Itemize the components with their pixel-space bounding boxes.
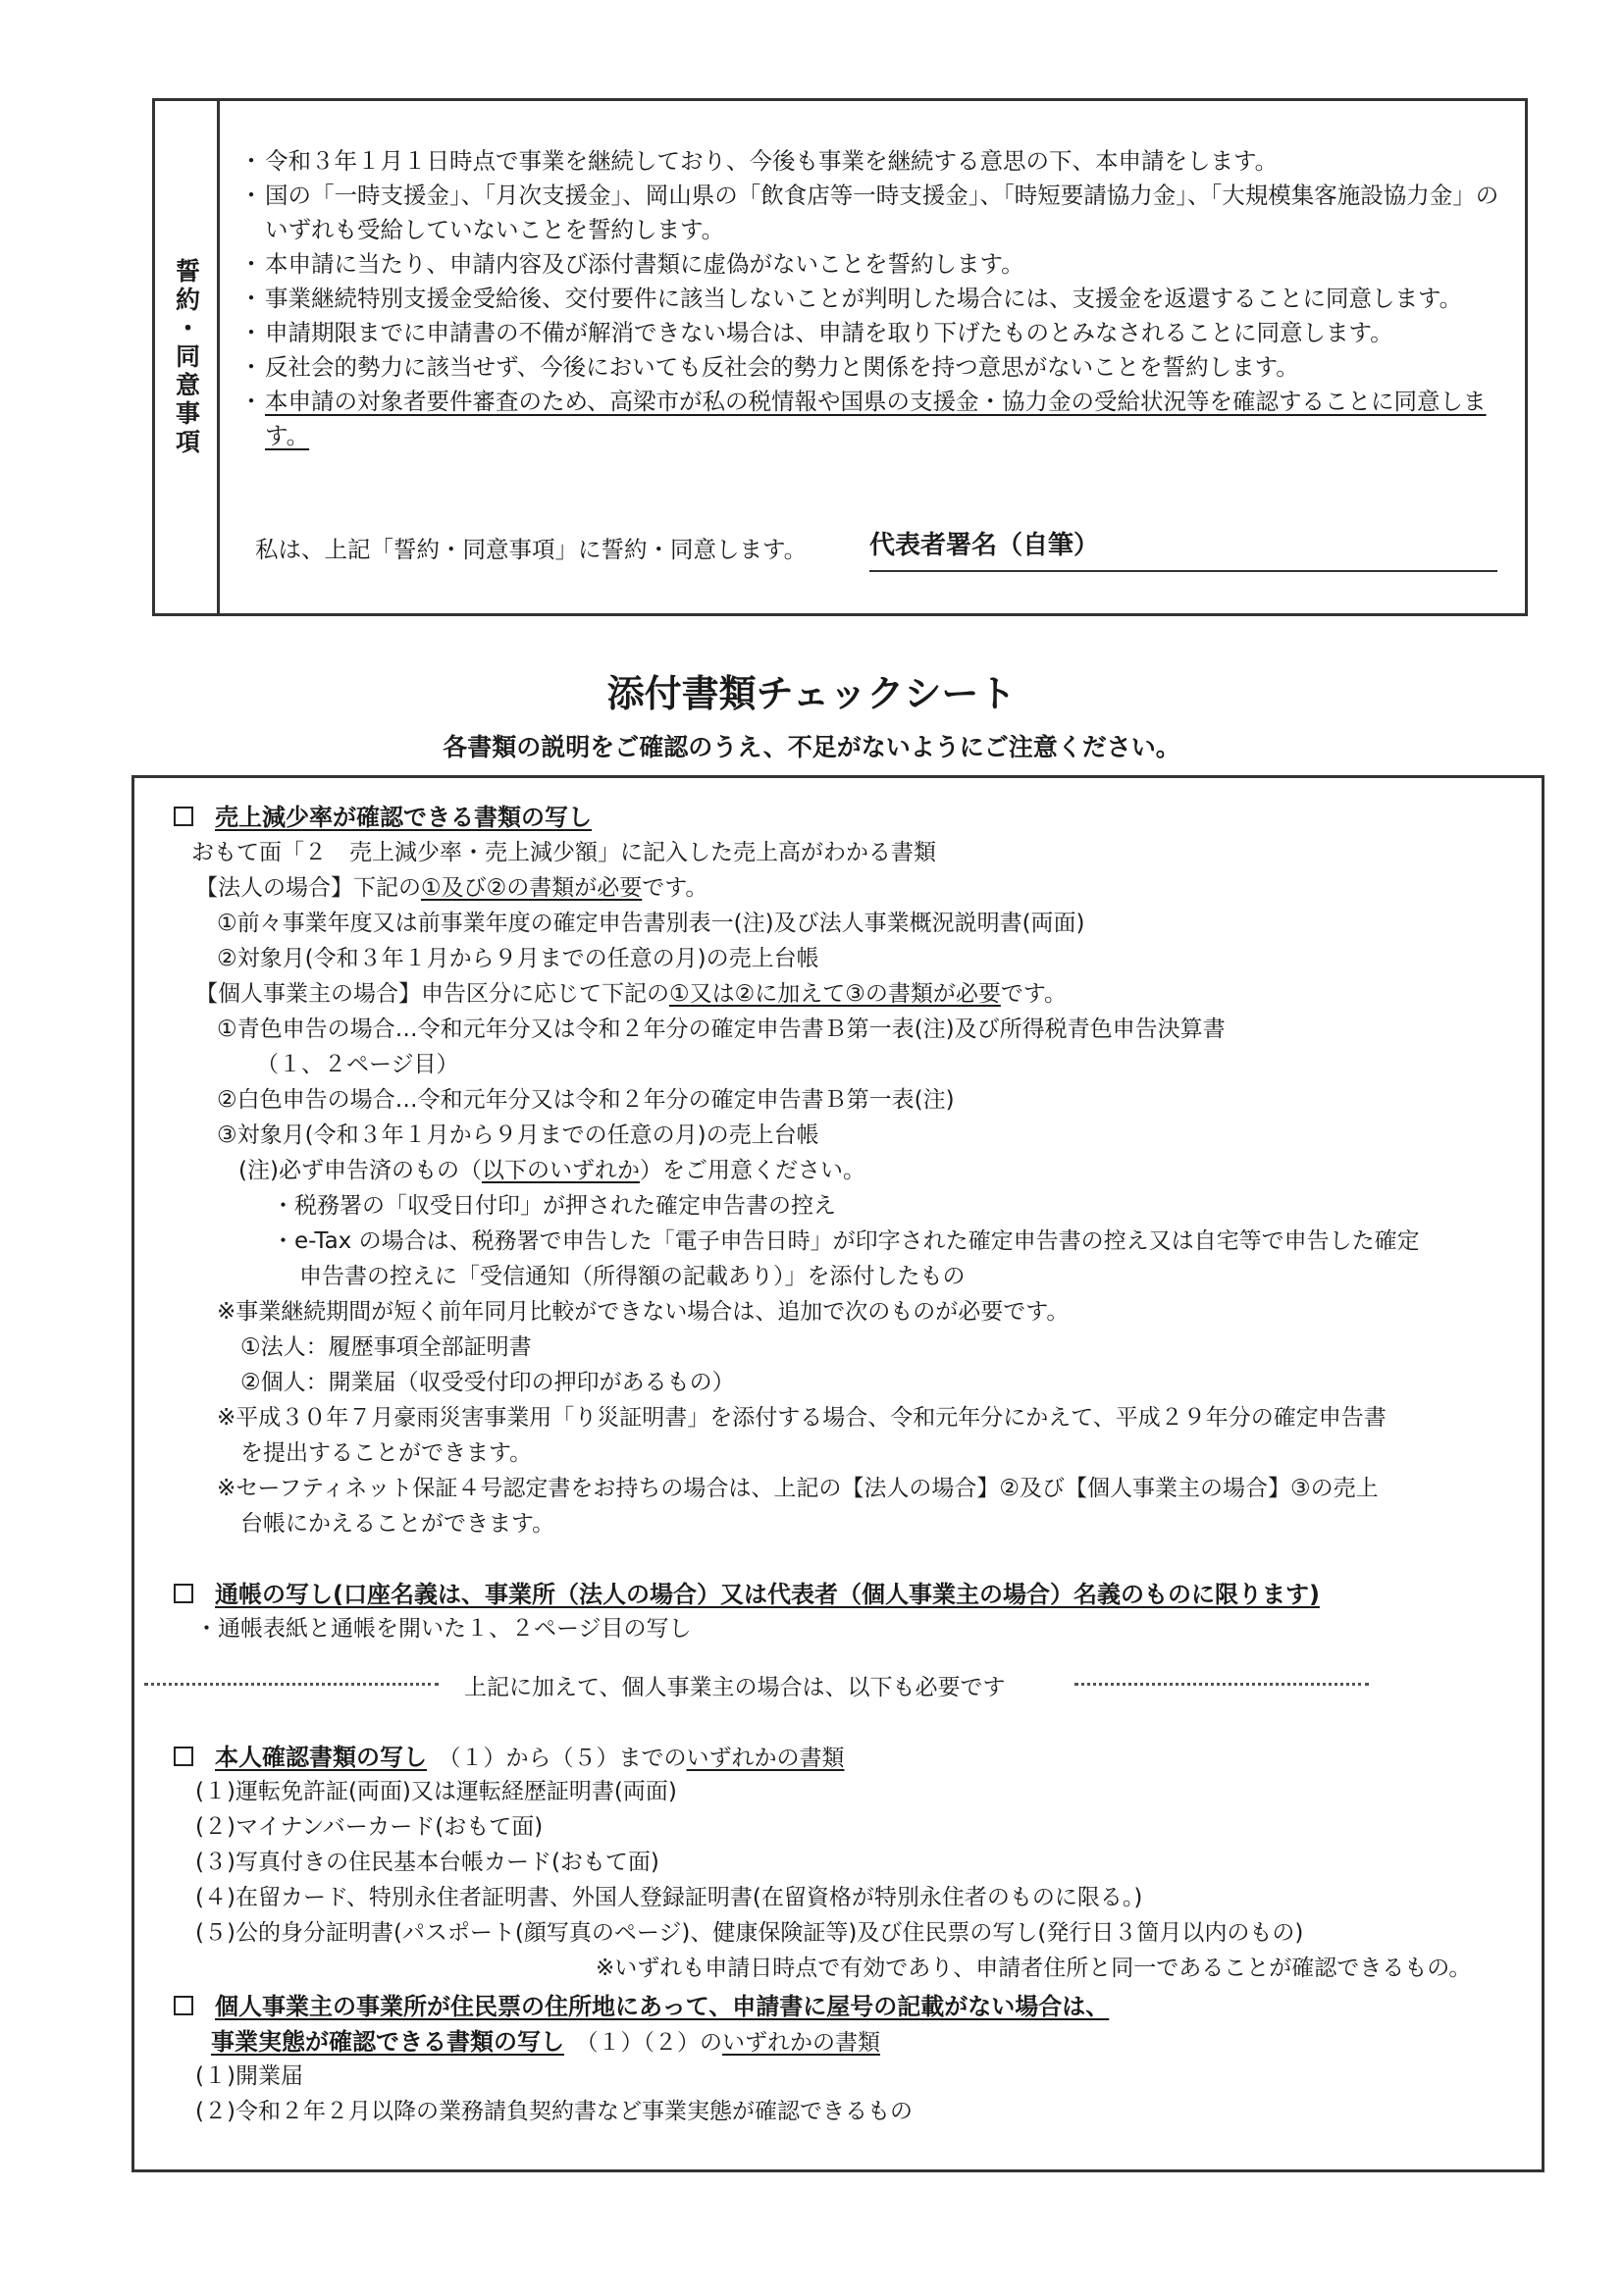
checklist-section — [131, 775, 1544, 2172]
corp-doc-1: ①前々事業年度又は前事業年度の確定申告書別表一(注)及び法人事業概況説明書(両面) — [217, 911, 1085, 936]
pledge-item: ・令和３年１月１日時点で事業を継続しており、今後も事業を継続する意思の下、本申請をします。 — [239, 147, 1279, 175]
disaster-note-cont: を提出することができます。 — [240, 1440, 533, 1466]
corp-doc-2: ②対象月(令和３年１月から９月までの任意の月)の売上台帳 — [217, 946, 819, 971]
pledge-item-underlined: ・本申請の対象者要件審査のため、高梁市が私の税情報や国県の支援金・協力金の受給状況等を確認することに同意します。 — [239, 388, 1487, 449]
sales-description: おもて面「２ 売上減少率・売上減少額」に記入した売上高がわかる書類 — [191, 840, 936, 865]
page-subtitle: 各書類の説明をご確認のうえ、不足がないようにご注意ください。 — [443, 733, 1180, 761]
checkbox-id-docs[interactable] — [174, 1747, 193, 1766]
pledge-item: ・本申請に当たり、申請内容及び添付書類に虚偽がないことを誓約します。 — [239, 250, 1024, 278]
checkbox-passbook[interactable] — [174, 1584, 193, 1603]
passbook-item: ・通帳表紙と通帳を開いた１、２ページ目の写し — [195, 1616, 692, 1642]
dotted-divider — [144, 1683, 439, 1686]
consent-statement: 私は、上記「誓約・同意事項」に誓約・同意します。 — [255, 536, 808, 563]
id-doc-3: (３)写真付きの住民基本台帳カード(おもて面) — [195, 1850, 659, 1875]
pledge-list — [237, 144, 1503, 453]
pledge-item: ・事業継続特別支援金受給後、交付要件に該当しないことが判明した場合には、支援金を返還することに同意します。 — [239, 285, 1463, 312]
individual-separator-text: 上記に加えて、個人事業主の場合は、以下も必要です — [464, 1675, 1006, 1700]
short-period-individual: ②個人：開業届（収受受付印の押印があるもの） — [240, 1370, 735, 1395]
checkbox-sales-docs[interactable] — [174, 807, 193, 826]
filing-note: (注)必ず申告済のもの（以下のいずれか）をご用意ください。 — [238, 1158, 865, 1183]
id-doc-5: (５)公的身分証明書(パスポート(顔写真のページ)、健康保険証等)及び住民票の写し(発行日３箇月以内のもの) — [195, 1920, 1304, 1946]
filing-note-item-2-cont: 申告書の控えに「受信通知（所得額の記載あり）」を添付したもの — [299, 1264, 966, 1289]
filing-note-item-2: ・e-Tax の場合は、税務署で申告した「電子申告日時」が印字された確定申告書の控え又は自宅等で申告した確定 — [272, 1228, 1420, 1254]
pledge-item: ・国の「一時支援金」、「月次支援金」、岡山県の「飲食店等一時支援金」、「時短要請協力金」、「大規模集客施設協力金」のいずれも受給していないことを誓約します。 — [239, 182, 1499, 243]
signature-field[interactable] — [869, 570, 1497, 572]
pledge-item: ・申請期限までに申請書の不備が解消できない場合は、申請を取り下げたものとみなされることに同意します。 — [239, 319, 1393, 346]
pledge-item: ・反社会的勢力に該当せず、今後においても反社会的勢力と関係を持つ意思がないことを誓約します。 — [239, 353, 1299, 381]
short-period-note: ※事業継続期間が短く前年同月比較ができない場合は、追加で次のものが必要です。 — [217, 1299, 1070, 1325]
business-doc-1: (１)開業届 — [195, 2063, 303, 2089]
individual-doc-1: ①青色申告の場合…令和元年分又は令和２年分の確定申告書Ｂ第一表(注)及び所得税青色申告決算書 — [217, 1017, 1226, 1042]
pledge-side-label: 誓約・同意事項 — [155, 101, 220, 613]
corp-requirement: 【法人の場合】下記の①及び②の書類が必要です。 — [195, 875, 708, 901]
business-doc-2: (２)令和２年２月以降の業務請負契約書など事業実態が確認できるもの — [195, 2099, 913, 2124]
section-business-heading: 個人事業主の事業所が住民票の住所地にあって、申請書に屋号の記載がない場合は、 — [174, 1987, 1109, 2021]
id-doc-4: (４)在留カード、特別永住者証明書、外国人登録証明書(在留資格が特別永住者のものに限る。) — [195, 1885, 1143, 1910]
pledge-section — [152, 98, 1528, 616]
section-passbook-heading: 通帳の写し(口座名義は、事業所（法人の場合）又は代表者（個人事業主の場合）名義のものに限ります) — [174, 1575, 1320, 1609]
individual-requirement: 【個人事業主の場合】申告区分に応じて下記の①又は②に加えて③の書類が必要です。 — [195, 981, 1068, 1007]
signature-label: 代表者署名（自筆） — [869, 531, 1100, 560]
short-period-corp: ①法人：履歴事項全部証明書 — [240, 1334, 532, 1360]
page-title: 添付書類チェックシート — [606, 672, 1017, 715]
id-doc-1: (１)運転免許証(両面)又は運転経歴証明書(両面) — [195, 1779, 677, 1804]
individual-doc-3: ③対象月(令和３年１月から９月までの任意の月)の売上台帳 — [217, 1122, 819, 1148]
safety-net-note-cont: 台帳にかえることができます。 — [240, 1511, 555, 1537]
individual-doc-1-pages: （１、２ページ目） — [256, 1052, 459, 1077]
section-sales-heading: 売上減少率が確認できる書類の写し — [174, 798, 592, 832]
checkbox-business-docs[interactable] — [174, 1996, 193, 2015]
id-doc-2: (２)マイナンバーカード(おもて面) — [195, 1814, 544, 1840]
disaster-note: ※平成３０年７月豪雨災害事業用「り災証明書」を添付する場合、令和元年分にかえて、平成２９年分の確定申告書 — [217, 1405, 1387, 1431]
safety-net-note: ※セーフティネット保証４号認定書をお持ちの場合は、上記の【法人の場合】②及び【個人事業主の場合】③の売上 — [217, 1476, 1379, 1501]
id-validity-note: ※いずれも申請日時点で有効であり、申請者住所と同一であることが確認できるもの。 — [596, 1956, 1472, 1981]
section-id-heading: 本人確認書類の写し （１）から（５）までのいずれかの書類 — [174, 1738, 845, 1772]
dotted-divider — [1074, 1683, 1369, 1686]
section-business-heading-2: 事業実態が確認できる書類の写し （１）（２）のいずれかの書類 — [211, 2028, 880, 2056]
filing-note-item-1: ・税務署の「収受日付印」が押された確定申告書の控え — [272, 1193, 836, 1219]
individual-doc-2: ②白色申告の場合…令和元年分又は令和２年分の確定申告書Ｂ第一表(注) — [217, 1087, 955, 1113]
